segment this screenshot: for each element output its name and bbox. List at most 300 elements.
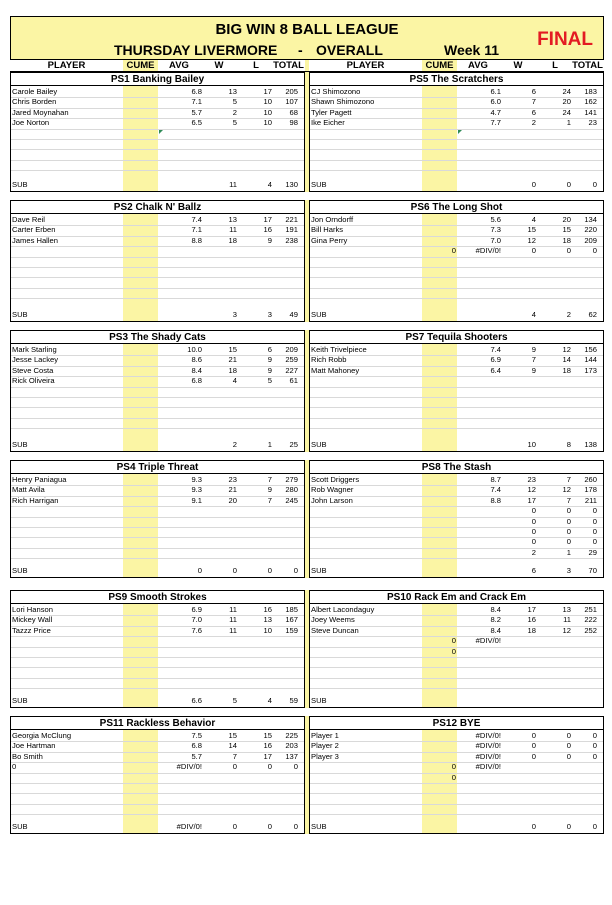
row-gridline — [310, 688, 603, 689]
player-total: 0 — [592, 537, 597, 546]
row-gridline — [11, 387, 304, 388]
row-gridline — [310, 678, 603, 679]
player-avg: 8.6 — [191, 355, 202, 364]
player-total: 0 — [592, 741, 597, 750]
player-l: 24 — [562, 108, 571, 117]
player-row — [309, 548, 604, 558]
player-l: 18 — [562, 236, 571, 245]
player-row — [10, 615, 305, 625]
player-total: 23 — [588, 118, 597, 127]
player-w: 11 — [229, 225, 237, 234]
row-gridline — [310, 139, 603, 140]
row-gridline — [11, 129, 304, 130]
row-gridline — [11, 636, 304, 637]
team-name: PS2 Chalk N' Ballz — [113, 202, 202, 213]
player-avg: 6.8 — [191, 87, 202, 96]
player-total: 0 — [592, 246, 597, 255]
player-avg: 8.4 — [191, 366, 202, 375]
player-w: 13 — [228, 215, 237, 224]
player-total: 0 — [592, 517, 597, 526]
row-gridline — [11, 688, 304, 689]
team-name: PS7 Tequila Shooters — [405, 332, 508, 343]
player-w: 16 — [527, 615, 536, 624]
player-w: 15 — [527, 225, 536, 234]
player-total: 191 — [285, 225, 298, 234]
player-name: Tazzz Price — [12, 626, 51, 635]
player-l: 20 — [562, 215, 571, 224]
player-w: 0 — [531, 741, 536, 750]
player-total: 167 — [285, 615, 298, 624]
sub-total: 0 — [592, 822, 597, 831]
player-w: 11 — [229, 605, 237, 614]
player-cume: 0 — [451, 246, 456, 255]
sub-w: 11 — [229, 180, 237, 189]
sub-l: 3 — [267, 310, 272, 319]
row-gridline — [11, 418, 304, 419]
section-bottom-rule — [10, 191, 305, 192]
team-name: PS6 The Long Shot — [410, 202, 503, 213]
player-avg: #DIV/0! — [475, 731, 501, 740]
player-w: 17 — [527, 605, 536, 614]
sub-row — [309, 566, 604, 576]
player-name: Steve Costa — [12, 366, 54, 375]
player-l: 0 — [267, 762, 272, 771]
sub-name: SUB — [12, 696, 28, 705]
team-name: PS9 Smooth Strokes — [108, 592, 207, 603]
player-w: 2 — [232, 108, 237, 117]
player-row — [10, 485, 305, 495]
player-row — [309, 108, 604, 118]
player-avg: 7.0 — [490, 236, 501, 245]
player-l: 20 — [562, 97, 571, 106]
team-section-1 — [309, 72, 604, 192]
team-name: PS1 Banking Bailey — [110, 74, 205, 85]
sub-name: SUB — [311, 696, 327, 705]
player-avg: 4.7 — [490, 108, 501, 117]
player-name: John Larson — [311, 496, 353, 505]
sub-avg: 0 — [197, 566, 202, 575]
player-avg: 6.8 — [191, 376, 202, 385]
player-w: 5 — [232, 118, 237, 127]
player-row — [309, 647, 604, 657]
player-row — [309, 517, 604, 527]
player-name: Matt Mahoney — [311, 366, 360, 375]
sub-w: 0 — [531, 822, 536, 831]
row-gridline — [11, 527, 304, 528]
player-row — [10, 355, 305, 365]
player-cume: 0 — [451, 762, 456, 771]
player-total: 173 — [584, 366, 597, 375]
player-avg: 7.1 — [191, 225, 202, 234]
row-gridline — [310, 149, 603, 150]
sub-w: 6 — [531, 566, 536, 575]
player-total: 162 — [584, 97, 597, 106]
sub-w: 10 — [527, 440, 536, 449]
sub-w: 0 — [232, 822, 237, 831]
league-subtitle: THURSDAY LIVERMORE — [114, 42, 278, 58]
player-avg: 7.0 — [191, 615, 202, 624]
player-row — [309, 762, 604, 772]
player-total: 183 — [584, 87, 597, 96]
row-gridline — [11, 267, 304, 268]
player-total: 29 — [588, 548, 597, 557]
sub-w: 5 — [232, 696, 237, 705]
player-w: 6 — [531, 108, 536, 117]
row-gridline — [11, 139, 304, 140]
team-section-6 — [10, 460, 305, 578]
player-w: 20 — [228, 496, 237, 505]
team-section-10 — [10, 716, 305, 834]
player-l: 7 — [566, 496, 571, 505]
player-row — [10, 118, 305, 128]
player-row — [309, 615, 604, 625]
row-gridline — [310, 793, 603, 794]
row-gridline — [11, 397, 304, 398]
sub-l: 1 — [267, 440, 272, 449]
player-w: 17 — [527, 496, 536, 505]
player-name: Tyler Pagett — [311, 108, 352, 117]
team-section-0 — [10, 72, 305, 192]
player-avg: 7.3 — [490, 225, 501, 234]
player-w: 21 — [228, 485, 237, 494]
sub-name: SUB — [311, 566, 327, 575]
player-l: 10 — [263, 118, 272, 127]
player-total: 280 — [285, 485, 298, 494]
player-w: 2 — [531, 548, 536, 557]
section-bottom-rule — [309, 577, 604, 578]
player-total: 98 — [289, 118, 298, 127]
player-total: 61 — [289, 376, 298, 385]
player-avg: 8.4 — [490, 605, 501, 614]
player-w: 12 — [527, 485, 536, 494]
team-name: PS11 Rackless Behavior — [99, 718, 216, 729]
sub-total: 62 — [588, 310, 597, 319]
sub-l: 3 — [566, 566, 571, 575]
column-header-avg: AVG — [468, 60, 488, 71]
player-row — [10, 741, 305, 751]
row-gridline — [310, 257, 603, 258]
sub-name: SUB — [12, 310, 28, 319]
sub-l: 8 — [566, 440, 571, 449]
player-row — [309, 355, 604, 365]
player-row — [309, 87, 604, 97]
player-row — [309, 345, 604, 355]
column-header-player: PLAYER — [346, 60, 385, 71]
row-gridline — [310, 267, 603, 268]
team-section-5 — [309, 330, 604, 452]
player-w: 0 — [531, 506, 536, 515]
player-name: CJ Shimozono — [311, 87, 361, 96]
player-total: 225 — [285, 731, 298, 740]
player-total: 134 — [584, 215, 597, 224]
player-l: 1 — [566, 118, 571, 127]
column-header-total: TOTAL — [273, 60, 304, 71]
row-gridline — [310, 387, 603, 388]
sub-name: SUB — [311, 822, 327, 831]
sub-w: 2 — [232, 440, 237, 449]
player-l: 10 — [263, 108, 272, 117]
player-w: 0 — [531, 731, 536, 740]
player-l: 7 — [267, 475, 272, 484]
player-avg: 6.5 — [191, 118, 202, 127]
player-avg: 6.4 — [490, 366, 501, 375]
player-total: 251 — [584, 605, 597, 614]
player-l: 16 — [263, 225, 272, 234]
player-name: Shawn Shimozono — [311, 97, 375, 106]
player-row — [309, 236, 604, 246]
sub-l: 0 — [566, 822, 571, 831]
sub-total: 0 — [592, 180, 597, 189]
sub-row — [10, 696, 305, 706]
league-title: BIG WIN 8 BALL LEAGUE — [215, 21, 399, 38]
cell-comment-marker — [159, 130, 163, 134]
player-total: 238 — [285, 236, 298, 245]
sub-total: 25 — [289, 440, 298, 449]
player-row — [309, 366, 604, 376]
player-total: 203 — [285, 741, 298, 750]
player-total: 0 — [592, 731, 597, 740]
player-name: Chris Borden — [12, 97, 57, 106]
standings-type: OVERALL — [316, 42, 383, 58]
player-name: Georgia McClung — [12, 731, 72, 740]
sub-name: SUB — [12, 440, 28, 449]
sub-row — [309, 180, 604, 190]
sub-total: 49 — [289, 310, 298, 319]
team-name: PS3 The Shady Cats — [109, 332, 206, 343]
player-w: 11 — [229, 626, 237, 635]
player-w: 5 — [232, 97, 237, 106]
player-l: 18 — [562, 366, 571, 375]
column-header-total: TOTAL — [572, 60, 603, 71]
row-gridline — [310, 804, 603, 805]
week-label: Week 11 — [444, 42, 500, 58]
player-l: 15 — [263, 731, 272, 740]
player-row — [10, 762, 305, 772]
row-gridline — [11, 149, 304, 150]
sub-l: 0 — [566, 180, 571, 189]
player-row — [309, 97, 604, 107]
sub-total: 70 — [588, 566, 597, 575]
player-l: 17 — [263, 215, 272, 224]
final-badge: FINAL — [537, 29, 593, 50]
row-gridline — [310, 657, 603, 658]
player-avg: 6.1 — [490, 87, 501, 96]
player-total: 259 — [285, 355, 298, 364]
player-total: 107 — [285, 97, 298, 106]
row-gridline — [310, 288, 603, 289]
section-bottom-rule — [10, 833, 305, 834]
section-bottom-rule — [10, 321, 305, 322]
player-row — [10, 626, 305, 636]
player-total: 156 — [584, 345, 597, 354]
player-l: 11 — [563, 615, 571, 624]
row-gridline — [310, 428, 603, 429]
player-name: Gina Perry — [311, 236, 348, 245]
player-avg: 7.1 — [191, 97, 202, 106]
row-gridline — [310, 160, 603, 161]
player-avg: #DIV/0! — [475, 636, 501, 645]
column-header-l: L — [253, 60, 259, 71]
player-avg: 9.3 — [191, 475, 202, 484]
team-name: PS4 Triple Threat — [116, 462, 199, 473]
player-name: Carter Erben — [12, 225, 56, 234]
player-avg: #DIV/0! — [475, 762, 501, 771]
sub-total: 0 — [293, 822, 298, 831]
sub-name: SUB — [311, 180, 327, 189]
player-w: 14 — [228, 741, 237, 750]
player-avg: 7.6 — [191, 626, 202, 635]
team-name: PS8 The Stash — [421, 462, 492, 473]
player-total: 141 — [584, 108, 597, 117]
player-total: 185 — [285, 605, 298, 614]
player-avg: 8.8 — [191, 236, 202, 245]
section-bottom-rule — [309, 833, 604, 834]
player-l: 9 — [267, 366, 272, 375]
player-name: Matt Avila — [12, 485, 45, 494]
player-w: 13 — [228, 87, 237, 96]
row-gridline — [310, 170, 603, 171]
player-name: Bill Harks — [311, 225, 344, 234]
player-total: 209 — [285, 345, 298, 354]
player-row — [10, 752, 305, 762]
player-row — [309, 527, 604, 537]
player-avg: 7.4 — [490, 345, 501, 354]
player-row — [10, 87, 305, 97]
row-gridline — [11, 678, 304, 679]
player-w: 4 — [232, 376, 237, 385]
player-row — [10, 366, 305, 376]
player-total: 205 — [285, 87, 298, 96]
player-l: 24 — [562, 87, 571, 96]
player-row — [309, 215, 604, 225]
cell-comment-marker — [458, 130, 462, 134]
player-w: 0 — [531, 527, 536, 536]
row-gridline — [11, 783, 304, 784]
sub-row — [309, 822, 604, 832]
player-name: Player 2 — [311, 741, 339, 750]
sub-l: 0 — [267, 822, 272, 831]
player-avg: #DIV/0! — [176, 762, 202, 771]
sub-total: 138 — [584, 440, 597, 449]
player-l: 15 — [562, 225, 571, 234]
sub-w: 0 — [232, 566, 237, 575]
team-section-8 — [10, 590, 305, 708]
team-name: PS10 Rack Em and Crack Em — [387, 592, 526, 603]
player-l: 10 — [263, 97, 272, 106]
player-l: 6 — [267, 345, 272, 354]
player-l: 0 — [566, 506, 571, 515]
player-l: 0 — [566, 741, 571, 750]
player-row — [309, 773, 604, 783]
player-w: 11 — [229, 615, 237, 624]
row-gridline — [11, 506, 304, 507]
player-name: Albert Lacondaguy — [311, 605, 375, 614]
subtitle-dash: - — [298, 42, 303, 58]
sub-row — [309, 696, 604, 706]
player-l: 0 — [566, 246, 571, 255]
player-total: 68 — [289, 108, 298, 117]
row-gridline — [310, 783, 603, 784]
player-cume: 0 — [451, 773, 456, 782]
player-w: 23 — [527, 475, 536, 484]
player-avg: #DIV/0! — [475, 246, 501, 255]
team-section-9 — [309, 590, 604, 708]
player-total: 144 — [584, 355, 597, 364]
sub-row — [10, 180, 305, 190]
column-header-l: L — [552, 60, 558, 71]
player-l: 13 — [562, 605, 571, 614]
player-l: 7 — [267, 496, 272, 505]
player-row — [309, 731, 604, 741]
team-section-3 — [309, 200, 604, 322]
player-l: 7 — [566, 475, 571, 484]
player-l: 9 — [267, 236, 272, 245]
row-gridline — [11, 428, 304, 429]
player-total: 227 — [285, 366, 298, 375]
player-total: 137 — [285, 752, 298, 761]
player-row — [10, 225, 305, 235]
player-row — [309, 475, 604, 485]
player-total: 159 — [285, 626, 298, 635]
column-header-w: W — [214, 60, 224, 71]
player-row — [309, 246, 604, 256]
player-row — [10, 215, 305, 225]
row-gridline — [11, 773, 304, 774]
player-avg: 6.8 — [191, 741, 202, 750]
player-w: 0 — [531, 517, 536, 526]
team-name: PS5 The Scratchers — [409, 74, 504, 85]
row-gridline — [11, 793, 304, 794]
player-name: Lori Hanson — [12, 605, 53, 614]
player-w: 18 — [228, 236, 237, 245]
player-avg: 8.8 — [490, 496, 501, 505]
sub-avg: 6.6 — [191, 696, 202, 705]
player-w: 15 — [228, 345, 237, 354]
sub-row — [309, 310, 604, 320]
player-avg: 9.1 — [191, 496, 202, 505]
player-name: Rick Oliveira — [12, 376, 55, 385]
player-name: Henry Paniagua — [12, 475, 67, 484]
player-avg: #DIV/0! — [475, 752, 501, 761]
sub-row — [10, 566, 305, 576]
player-name: Joey Weems — [311, 615, 355, 624]
player-l: 12 — [562, 626, 571, 635]
row-gridline — [11, 667, 304, 668]
player-row — [10, 376, 305, 386]
player-w: 15 — [228, 731, 237, 740]
player-avg: 7.4 — [191, 215, 202, 224]
row-gridline — [11, 257, 304, 258]
player-w: 18 — [527, 626, 536, 635]
sub-row — [10, 440, 305, 450]
player-l: 9 — [267, 485, 272, 494]
row-gridline — [11, 298, 304, 299]
player-avg: 9.3 — [191, 485, 202, 494]
row-gridline — [310, 814, 603, 815]
sub-name: SUB — [12, 822, 28, 831]
sub-row — [10, 822, 305, 832]
player-l: 5 — [267, 376, 272, 385]
section-bottom-rule — [309, 191, 604, 192]
row-gridline — [11, 558, 304, 559]
player-l: 9 — [267, 355, 272, 364]
player-row — [10, 236, 305, 246]
player-w: 0 — [531, 537, 536, 546]
player-total: 279 — [285, 475, 298, 484]
player-row — [309, 485, 604, 495]
player-l: 0 — [566, 527, 571, 536]
player-row — [309, 626, 604, 636]
